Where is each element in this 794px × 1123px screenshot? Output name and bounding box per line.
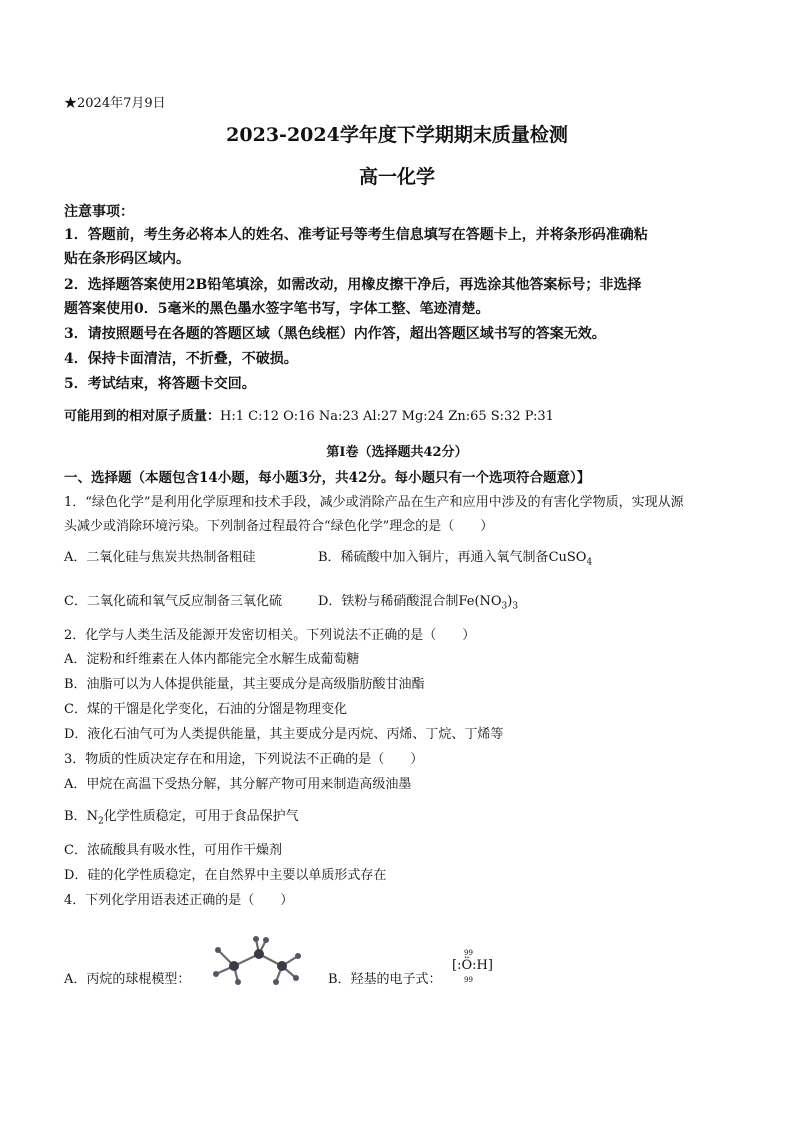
q1-option-d-sub2: 3: [512, 601, 519, 612]
notice-item: 1．答题前，考生务必将本人的姓名、准考证号等考生信息填写在答题卡上，并将条形码准确粘: [64, 227, 648, 243]
q1-option-c: C．二氧化硫和氧气反应制备三氧化硫: [64, 594, 282, 609]
q4-stem: 4．下列化学用语表述正确的是（ ）: [64, 893, 294, 908]
exam-date: ★2024年7月9日: [64, 96, 166, 111]
lewis-formula: [:Ö:H]: [452, 958, 493, 973]
q3-option-b-formula: N: [86, 809, 98, 824]
q3-option-a: A．甲烷在高温下受热分解，其分解产物可用来制造高级油墨: [64, 777, 412, 792]
q1-option-d-formula: Fe(NO: [458, 594, 502, 609]
q3-option-b-text: 化学性质稳定，可用于食品保护气: [103, 809, 299, 824]
atomic-mass-label: 可能用到的相对原子质量：: [64, 409, 221, 424]
q4-option-a: A．丙烷的球棍模型：: [64, 972, 191, 987]
notice-item: 2．选择题答案使用2B铅笔填涂，如需改动，用橡皮擦干净后，再选涂其他答案标号；非选择: [64, 277, 642, 293]
lewis-dots-top: 99: [464, 949, 473, 957]
q2-stem: 2．化学与人类生活及能源开发密切相关。下列说法不正确的是（ ）: [64, 628, 476, 643]
section-heading: 一、选择题（本题包含14小题，每小题3分，共42分。每小题只有一个选项符合题意）】: [64, 470, 591, 486]
notice-item: 题答案使用0．5毫米的黑色墨水签字笔书写，字体工整、笔迹清楚。: [64, 301, 490, 317]
q1-option-b: [318, 546, 592, 568]
notice-item: 4．保持卡面清洁，不折叠，不破损。: [64, 351, 298, 367]
q2-option-c: C．煤的干馏是化学变化，石油的分馏是物理变化: [64, 702, 347, 717]
hydroxyl-electron-formula: [452, 949, 493, 984]
q1-option-d: [318, 590, 518, 612]
q3-option-d: D．硅的化学性质稳定，在自然界中主要以单质形式存在: [64, 868, 387, 883]
q1-option-a: A．二氧化硅与焦炭共热制备粗硅: [64, 550, 256, 565]
q3-option-b: [64, 805, 299, 827]
exam-title: 2023-2024学年度下学期期末质量检测: [226, 124, 568, 146]
atomic-mass-values: H:1 C:12 O:16 Na:23 Al:27 Mg:24 Zn:65 S:32 P:31: [220, 409, 554, 424]
q1-option-d-close: ): [507, 594, 513, 609]
part1-title: 第Ⅰ卷（选择题共42分）: [326, 445, 468, 460]
q1-option-b-text: B．稀硫酸中加入铜片，再通入氧气制备: [318, 550, 549, 565]
exam-subject: 高一化学: [358, 166, 435, 188]
q1-option-d-sub1: 3: [501, 601, 508, 612]
q1-option-b-formula: CuSO: [548, 550, 587, 565]
q3-option-b-sub: 2: [97, 816, 104, 827]
notice-item: 贴在条形码区域内。: [64, 251, 190, 267]
q2-option-d: D．液化石油气可为人类提供能量，其主要成分是丙烷、丙烯、丁烷、丁烯等: [64, 727, 504, 742]
q1-stem: 1．“绿色化学”是利用化学原理和技术手段，减少或消除产品在生产和应用中涉及的有害化学物质，实现从源: [64, 495, 684, 510]
q3-option-b-prefix: B．: [64, 809, 87, 824]
q2-option-a: A．淀粉和纤维素在人体内都能完全水解生成葡萄糖: [64, 652, 360, 667]
notice-item: 3．请按照题号在各题的答题区域（黑色线框）内作答，超出答题区域书写的答案无效。: [64, 326, 606, 342]
lewis-dots-bottom: 99: [464, 976, 473, 984]
propane-ball-stick-model: [204, 936, 304, 986]
notice-item: 5．考试结束，将答题卡交回。: [64, 376, 256, 392]
notice-heading: 注意事项：: [64, 204, 134, 220]
q1-option-d-text: D．铁粉与稀硝酸混合制: [318, 594, 459, 609]
atomic-mass-line: [64, 405, 554, 424]
q2-option-b: B．油脂可以为人体提供能量，其主要成分是高级脂肪酸甘油酯: [64, 677, 425, 692]
q4-option-b: B．羟基的电子式：: [328, 972, 442, 987]
q3-option-c: C．浓硫酸具有吸水性，可用作干燥剂: [64, 843, 282, 858]
q1-stem-cont: 头减少或消除环境污染。下列制备过程最符合“绿色化学”理念的是（ ）: [64, 519, 494, 534]
q1-option-b-sub: 4: [586, 557, 593, 568]
q3-stem: 3．物质的性质决定存在和用途，下列说法不正确的是（ ）: [64, 752, 424, 767]
